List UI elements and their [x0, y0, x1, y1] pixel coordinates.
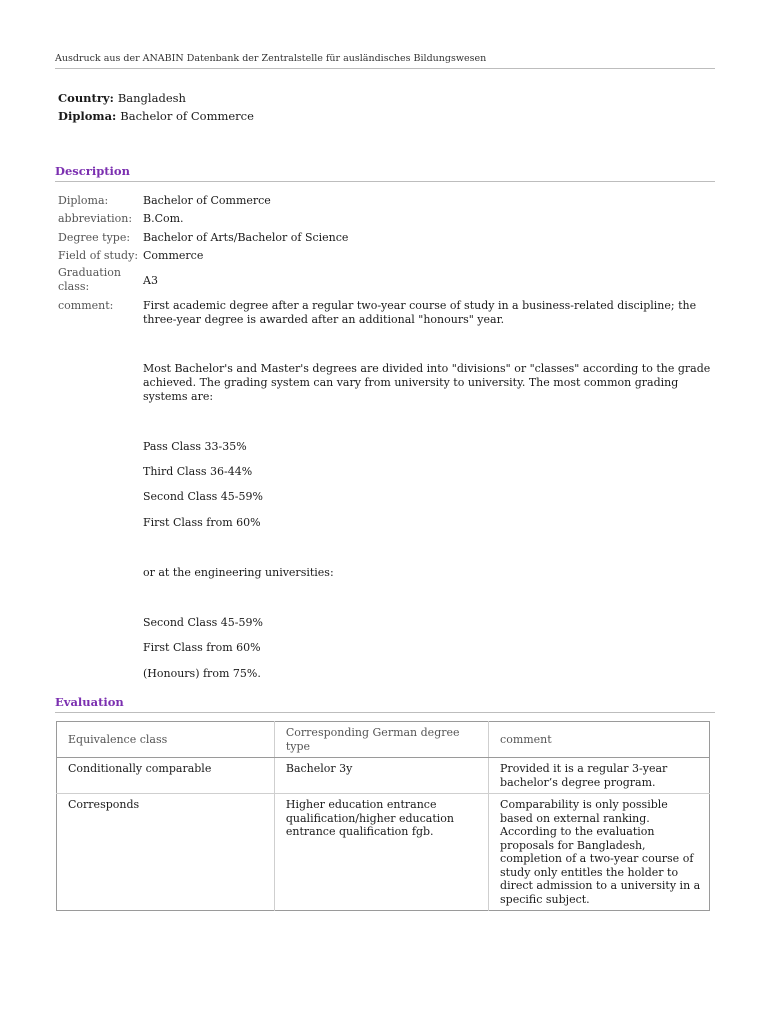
evaluation-table	[56, 721, 710, 911]
field-value: B.Com.	[143, 212, 184, 225]
table-row	[57, 794, 710, 911]
column-header: Corresponding German degree type	[274, 722, 488, 758]
grade-line: (Honours) from 75%.	[143, 667, 261, 680]
field-label: Diploma:	[58, 194, 109, 207]
grade-line: First Class from 60%	[143, 516, 261, 529]
country-value: Bangladesh	[117, 91, 186, 105]
table-cell: Higher education entrance qualification/higher education entrance qualification fgb.	[274, 794, 488, 911]
country-label: Country:	[58, 91, 114, 105]
table-cell: Corresponds	[57, 794, 275, 911]
grade-line: Pass Class 33-35%	[143, 440, 247, 453]
field-value: First academic degree after a regular two-year course of study in a business-related discipline; the three-year degree is awarded after an additional "honours" year.	[143, 299, 697, 326]
field-value: A3	[143, 274, 158, 287]
country-row	[58, 89, 254, 107]
field-value: Commerce	[143, 249, 204, 262]
diploma-label: Diploma:	[58, 109, 117, 123]
table-cell: Provided it is a regular 3-year bachelor’s degree program.	[489, 758, 710, 794]
field-label: Graduation class:	[58, 266, 121, 293]
comment-paragraph: Most Bachelor's and Master's degrees are divided into "divisions" or "classes" according to the grade achieved. The grading system can vary from university to university. The most common grading systems are:	[143, 362, 711, 403]
grade-line: Third Class 36-44%	[143, 465, 253, 478]
field-value: Bachelor of Arts/Bachelor of Science	[143, 231, 349, 244]
column-header: Equivalence class	[57, 722, 275, 758]
page-header: Ausdruck aus der ANABIN Datenbank der Zentralstelle für ausländisches Bildungswesen	[55, 53, 715, 69]
diploma-row	[58, 107, 254, 125]
table-cell: Bachelor 3y	[274, 758, 488, 794]
field-label: Degree type:	[58, 231, 131, 244]
grade-line: Second Class 45-59%	[143, 616, 263, 629]
table-row	[57, 758, 710, 794]
field-label: Field of study:	[58, 249, 139, 262]
grade-line: First Class from 60%	[143, 641, 261, 654]
field-value: Bachelor of Commerce	[143, 194, 271, 207]
description-section-title: Description	[55, 164, 715, 182]
diploma-value: Bachelor of Commerce	[120, 109, 254, 123]
comment-paragraph: or at the engineering universities:	[143, 566, 334, 579]
field-label: abbreviation:	[58, 212, 133, 225]
table-header-row	[57, 722, 710, 758]
column-header: comment	[489, 722, 710, 758]
table-cell: Conditionally comparable	[68, 762, 212, 775]
grade-line: Second Class 45-59%	[143, 490, 263, 503]
evaluation-section-title: Evaluation	[55, 695, 715, 713]
table-cell: Comparability is only possible based on external ranking. According to the evaluation proposals for Bangladesh, completion of a two-year course of study only entitles the holder to direct admission to a university in a specific subject.	[489, 794, 710, 911]
document-meta	[58, 89, 254, 125]
field-label: comment:	[58, 299, 114, 312]
